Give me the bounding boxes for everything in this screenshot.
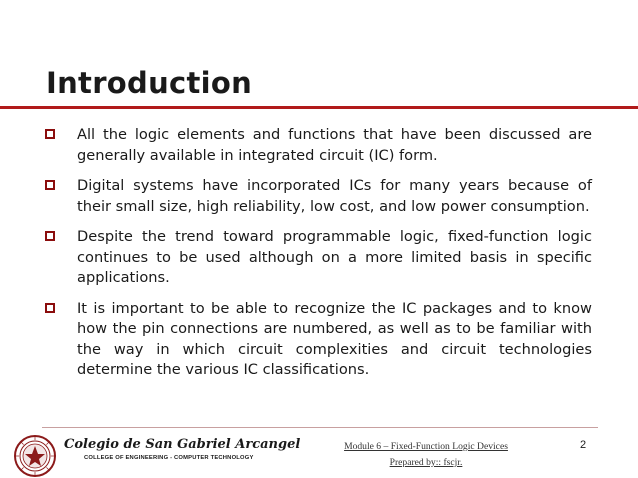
college-seal-logo (13, 434, 57, 478)
college-department: COLLEGE OF ENGINEERING - COMPUTER TECHNOLOGY (84, 455, 254, 461)
bullet-item (44, 227, 592, 289)
square-bullet-icon (45, 303, 55, 313)
bullet-list (44, 125, 592, 391)
square-bullet-icon (45, 129, 55, 139)
bullet-item (44, 176, 592, 217)
square-bullet-icon (45, 180, 55, 190)
footer-divider (42, 427, 598, 428)
title-divider (0, 106, 638, 109)
module-title: Module 6 – Fixed-Function Logic Devices (344, 441, 508, 452)
bullet-text: Digital systems have incorporated ICs for many years because of their small size, high reliability, low cost, and low power consumption. (77, 177, 592, 215)
square-bullet-icon (45, 231, 55, 241)
bullet-item (44, 125, 592, 166)
bullet-item (44, 299, 592, 381)
bullet-text: Despite the trend toward programmable logic, fixed-function logic continues to be used although on a more limited basis in specific applications. (77, 228, 592, 286)
slide-title: Introduction (46, 66, 253, 100)
page-number: 2 (580, 439, 587, 451)
bullet-text: All the logic elements and functions that have been discussed are generally available in integrated circuit (IC) form. (77, 126, 592, 164)
bullet-text: It is important to be able to recognize the IC packages and to know how the pin connections are numbered, as well as to be familiar with the way in which circuit complexities and circuit technologies determine the various IC classifications. (77, 299, 592, 378)
prepared-by: Prepared by:: fscjr. (389, 457, 463, 468)
college-name: Colegio de San Gabriel Arcangel (64, 437, 301, 452)
